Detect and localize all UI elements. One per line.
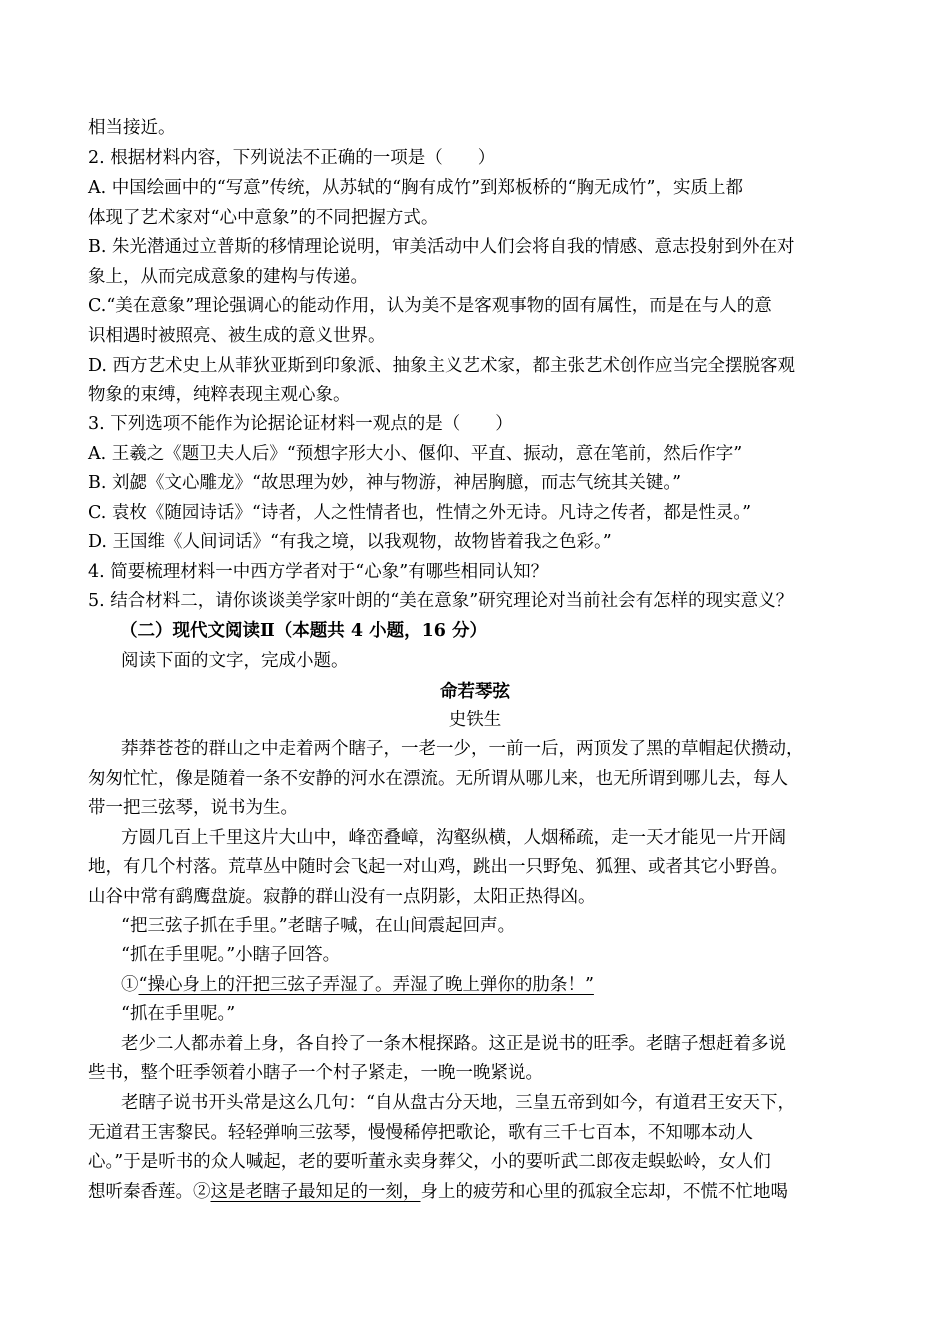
q3-option-d: D. 王国维《人间词话》“有我之境，以我观物，故物皆着我之色彩。” <box>88 532 612 552</box>
q3-option-c: C. 袁枚《随园诗话》“诗者，人之性情者也，性情之外无诗。凡诗之传者，都是性灵。” <box>88 503 752 523</box>
q2-stem: 2. 根据材料内容，下列说法不正确的一项是（ ） <box>88 148 496 168</box>
dialogue-line-3-underlined <box>121 973 594 997</box>
paragraph-1-line-3: 带一把三弦琴，说书为生。 <box>88 798 298 818</box>
paragraph-4-line-4-start: 想听秦香莲。 <box>88 1182 193 1202</box>
q2-option-b-line1: B. 朱光潜通过立普斯的移情理论说明，审美活动中人们会将自我的情感、意志投射到外在对 <box>88 237 795 257</box>
paragraph-3-line-1: 老少二人都赤着上身，各自拎了一条木棍探路。这正是说书的旺季。老瞎子想赶着多说 <box>121 1034 786 1054</box>
q2-option-d-line2: 物象的束缚，纯粹表现主观心象。 <box>88 385 351 405</box>
paragraph-2-line-2: 地，有几个村落。荒草丛中随时会飞起一对山鸡，跳出一只野兔、狐狸、或者其它小野兽。 <box>88 857 788 877</box>
paragraph-2-line-3: 山谷中常有鹞鹰盘旋。寂静的群山没有一点阴影，太阳正热得凶。 <box>88 887 596 907</box>
q5-stem: 5. 结合材料二，请你谈谈美学家叶朗的“美在意象”研究理论对当前社会有怎样的现实意义？ <box>88 591 794 611</box>
q1-tail-text: 相当接近。 <box>88 118 176 138</box>
underlined-sentence-1: “操心身上的汗把三弦子弄湿了。弄湿了晚上弹你的肋条！” <box>138 975 594 995</box>
q2-option-a-line1: A. 中国绘画中的“写意”传统，从苏轼的“胸有成竹”到郑板桥的“胸无成竹”，实质上都 <box>88 178 743 198</box>
q2-option-d-line1: D. 西方艺术史上从菲狄亚斯到印象派、抽象主义艺术家，都主张艺术创作应当完全摆脱客观 <box>88 356 796 376</box>
dialogue-line-2: “抓在手里呢。”小瞎子回答。 <box>121 945 341 965</box>
dialogue-line-4: “抓在手里呢。” <box>121 1004 236 1024</box>
dialogue-line-1: “把三弦子抓在手里。”老瞎子喊，在山间震起回声。 <box>121 916 516 936</box>
q3-option-a: A. 王羲之《题卫夫人后》“预想字形大小、偃仰、平直、振动，意在笔前，然后作字” <box>88 444 743 464</box>
paragraph-3-line-2: 些书，整个旺季领着小瞎子一个村子紧走，一晚一晚紧说。 <box>88 1063 543 1083</box>
paragraph-4-line-2: 无道君王害黎民。轻轻弹响三弦琴，慢慢稀停把歌论，歌有三千七百本，不知哪本动人 <box>88 1123 753 1143</box>
paragraph-4-line-4 <box>88 1180 788 1204</box>
paragraph-1-line-1: 莽莽苍苍的群山之中走着两个瞎子，一老一少，一前一后，两顶发了黑的草帽起伏攒动， <box>121 739 804 759</box>
section-heading: （二）现代文阅读Ⅱ（本题共 4 小题，16 分） <box>120 621 488 641</box>
reading-instruction: 阅读下面的文字，完成小题。 <box>121 651 349 671</box>
underlined-sentence-2: 这是老瞎子最知足的一刻， <box>210 1182 421 1202</box>
q2-option-c-line1: C.“美在意象”理论强调心的能动作用，认为美不是客观事物的固有属性，而是在与人的意 <box>88 296 772 316</box>
paragraph-4-line-3: 心。”于是听书的众人喊起，老的要听董永卖身葬父，小的要听武二郎夜走蜈蚣岭，女人们 <box>88 1152 771 1172</box>
q4-stem: 4. 简要梳理材料一中西方学者对于“心象”有哪些相同认知？ <box>88 562 549 582</box>
paragraph-4-line-4-end: 身上的疲劳和心里的孤寂全忘却，不慌不忙地喝 <box>420 1182 788 1202</box>
paragraph-2-line-1: 方圆几百上千里这片大山中，峰峦叠嶂，沟壑纵横，人烟稀疏，走一天才能见一片开阔 <box>121 828 786 848</box>
story-title: 命若琴弦 <box>440 682 510 702</box>
marker-circled-1: ① <box>121 975 139 995</box>
q3-stem: 3. 下列选项不能作为论据论证材料一观点的是（ ） <box>88 414 513 434</box>
q2-option-c-line2: 识相遇时被照亮、被生成的意义世界。 <box>88 326 386 346</box>
story-author: 史铁生 <box>448 710 502 730</box>
q2-option-b-line2: 象上，从而完成意象的建构与传递。 <box>88 267 368 287</box>
paragraph-4-line-1: 老瞎子说书开头常是这么几句：“自从盘古分天地，三皇五帝到如今，有道君王安天下， <box>121 1093 795 1113</box>
q3-option-b: B. 刘勰《文心雕龙》“故思理为妙，神与物游，神居胸臆，而志气统其关键。” <box>88 473 682 493</box>
paragraph-1-line-2: 匆匆忙忙，像是随着一条不安静的河水在漂流。无所谓从哪儿来，也无所谓到哪儿去，每人 <box>88 769 788 789</box>
q2-option-a-line2: 体现了艺术家对“心中意象”的不同把握方式。 <box>88 208 439 228</box>
marker-circled-2: ② <box>193 1182 211 1202</box>
